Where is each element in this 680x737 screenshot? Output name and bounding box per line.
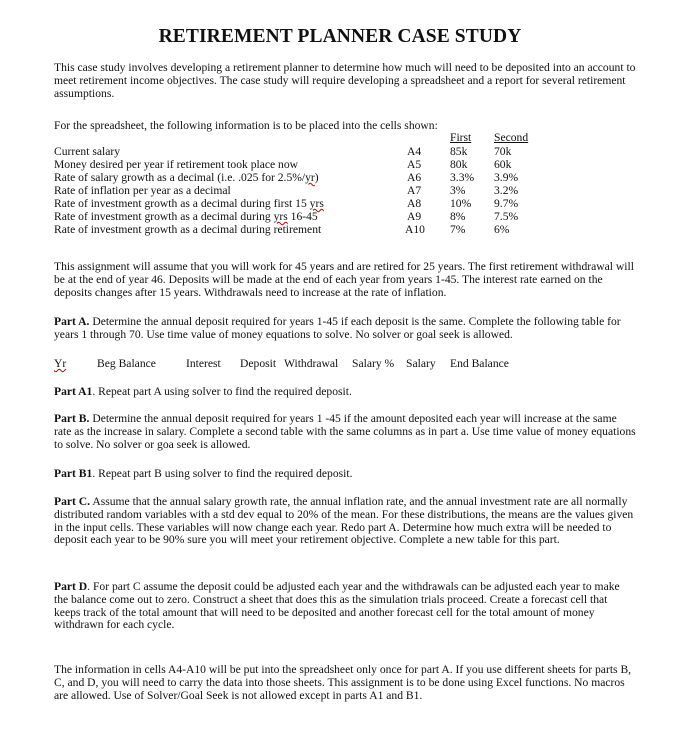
part-b1-paragraph: Part B1. Repeat part B using solver to find the required deposit. — [54, 467, 353, 480]
input-cell-ref: A5 — [407, 158, 422, 171]
input-second-value: 6% — [494, 223, 510, 236]
part-c-paragraph: Part C. Assume that the annual salary growth rate, the annual inflation rate, and the annual investment rate are all normally distributed random variables with a std dev equal to 20% of the mean. For these distributions, the means are the values given in the input cells. These variables will now change each year. Redo part A. Determine how much extra will be needed to deposit each year to be 90% sure you will meet your retirement objective. Complete a new table for this part. — [54, 495, 634, 547]
input-label: Rate of inflation per year as a decimal — [54, 184, 231, 197]
column-header-deposit: Deposit — [240, 357, 277, 370]
col-header-first: First — [450, 131, 472, 144]
input-cell-ref: A4 — [407, 145, 422, 158]
table-intro: For the spreadsheet, the following information is to be placed into the cells shown: — [54, 119, 438, 132]
input-first-value: 8% — [450, 210, 466, 223]
input-label: Rate of investment growth as a decimal during yrs 16-45 — [54, 210, 318, 223]
input-second-value: 70k — [494, 145, 512, 158]
spellcheck-flag: yrs — [273, 210, 288, 223]
column-header-salary: Salary — [406, 357, 436, 370]
input-first-value: 80k — [450, 158, 468, 171]
input-cell-ref: A6 — [407, 171, 422, 184]
input-cell-ref: A10 — [405, 223, 425, 236]
closing-paragraph: The information in cells A4-A10 will be put into the spreadsheet only once for part A. If you use different sheets for parts B, C, and D, you will need to carry the data into those sheets. This assignment is to be done using Excel functions. No macros are allowed. Use of Solver/Goal Seek is not allowed except in parts A1 and B1. — [54, 663, 632, 702]
part-b1-label: Part B1 — [54, 467, 93, 480]
input-second-value: 9.7% — [494, 197, 519, 210]
input-first-value: 10% — [450, 197, 472, 210]
assumption-paragraph: This assignment will assume that you will work for 45 years and are retired for 25 years. The first retirement withdrawal will be at the end of year 46. Deposits will be made at the end of each year from years 1-45. The interest rate earned on the deposits changes after 15 years. Withdrawals need to increase at the rate of inflation. — [54, 260, 634, 299]
input-label: Current salary — [54, 145, 120, 158]
input-first-value: 85k — [450, 145, 468, 158]
input-label: Rate of investment growth as a decimal during retirement — [54, 223, 322, 236]
column-header-withdrawal: Withdrawal — [284, 357, 339, 370]
input-second-value: 60k — [494, 158, 512, 171]
input-first-value: 3% — [450, 184, 466, 197]
col-header-second: Second — [494, 131, 529, 144]
input-first-value: 7% — [450, 223, 466, 236]
intro-paragraph: This case study involves developing a retirement planner to determine how much will need to be deposited into an account to meet retirement income objectives. The case study will require developing a spreadsheet and a report for several retirement assumptions. — [54, 61, 636, 100]
input-cell-ref: A8 — [407, 197, 422, 210]
part-a-paragraph: Part A. Determine the annual deposit required for years 1-45 if each deposit is the same. Complete the following table for years 1 through 70. Use time value of money equations to solve. No solver or goal seek is allowed. — [54, 315, 621, 341]
input-label: Rate of investment growth as a decimal during first 15 yrs — [54, 197, 324, 210]
page-title: RETIREMENT PLANNER CASE STUDY — [158, 26, 522, 47]
input-label: Rate of salary growth as a decimal (i.e. .025 for 2.5%/yr) — [54, 171, 319, 184]
part-c-label: Part C. — [54, 495, 91, 508]
input-second-value: 3.2% — [494, 184, 519, 197]
input-cell-ref: A9 — [407, 210, 422, 223]
column-header-interest: Interest — [186, 357, 221, 370]
column-header-yr: Yr — [54, 357, 67, 370]
column-header-salary-pct: Salary % — [352, 357, 395, 370]
part-d-label: Part D — [54, 580, 88, 593]
input-second-value: 3.9% — [494, 171, 519, 184]
part-a-label: Part A. — [54, 315, 90, 328]
part-a1-label: Part A1 — [54, 385, 93, 398]
input-second-value: 7.5% — [494, 210, 519, 223]
input-cell-ref: A7 — [407, 184, 422, 197]
spellcheck-flag: yrs — [309, 197, 324, 210]
column-header-end-balance: End Balance — [450, 357, 509, 370]
input-label: Money desired per year if retirement took place now — [54, 158, 299, 171]
column-header-beg-balance: Beg Balance — [97, 357, 156, 370]
part-b-label: Part B. — [54, 412, 90, 425]
spellcheck-flag: yr — [305, 171, 315, 184]
part-b-paragraph: Part B. Determine the annual deposit required for years 1 -45 if the amount deposited each year will increase at the same rate as the increase in salary. Complete a second table with the same columns as in part a. Use time value of money equations to solve. No solver or goa seek is allowed. — [54, 412, 636, 451]
input-first-value: 3.3% — [450, 171, 475, 184]
part-d-paragraph: Part D. For part C assume the deposit could be adjusted each year and the withdrawals can be adjusted each year to make the balance come out to zero. Construct a sheet that does this as the simulation trials proceed. Create a forecast cell that keeps track of the total amount that will need to be deposited and another forecast cell for the total amount of money withdrawn for each cycle. — [54, 580, 620, 632]
part-a1-paragraph: Part A1. Repeat part A using solver to find the required deposit. — [54, 385, 352, 398]
